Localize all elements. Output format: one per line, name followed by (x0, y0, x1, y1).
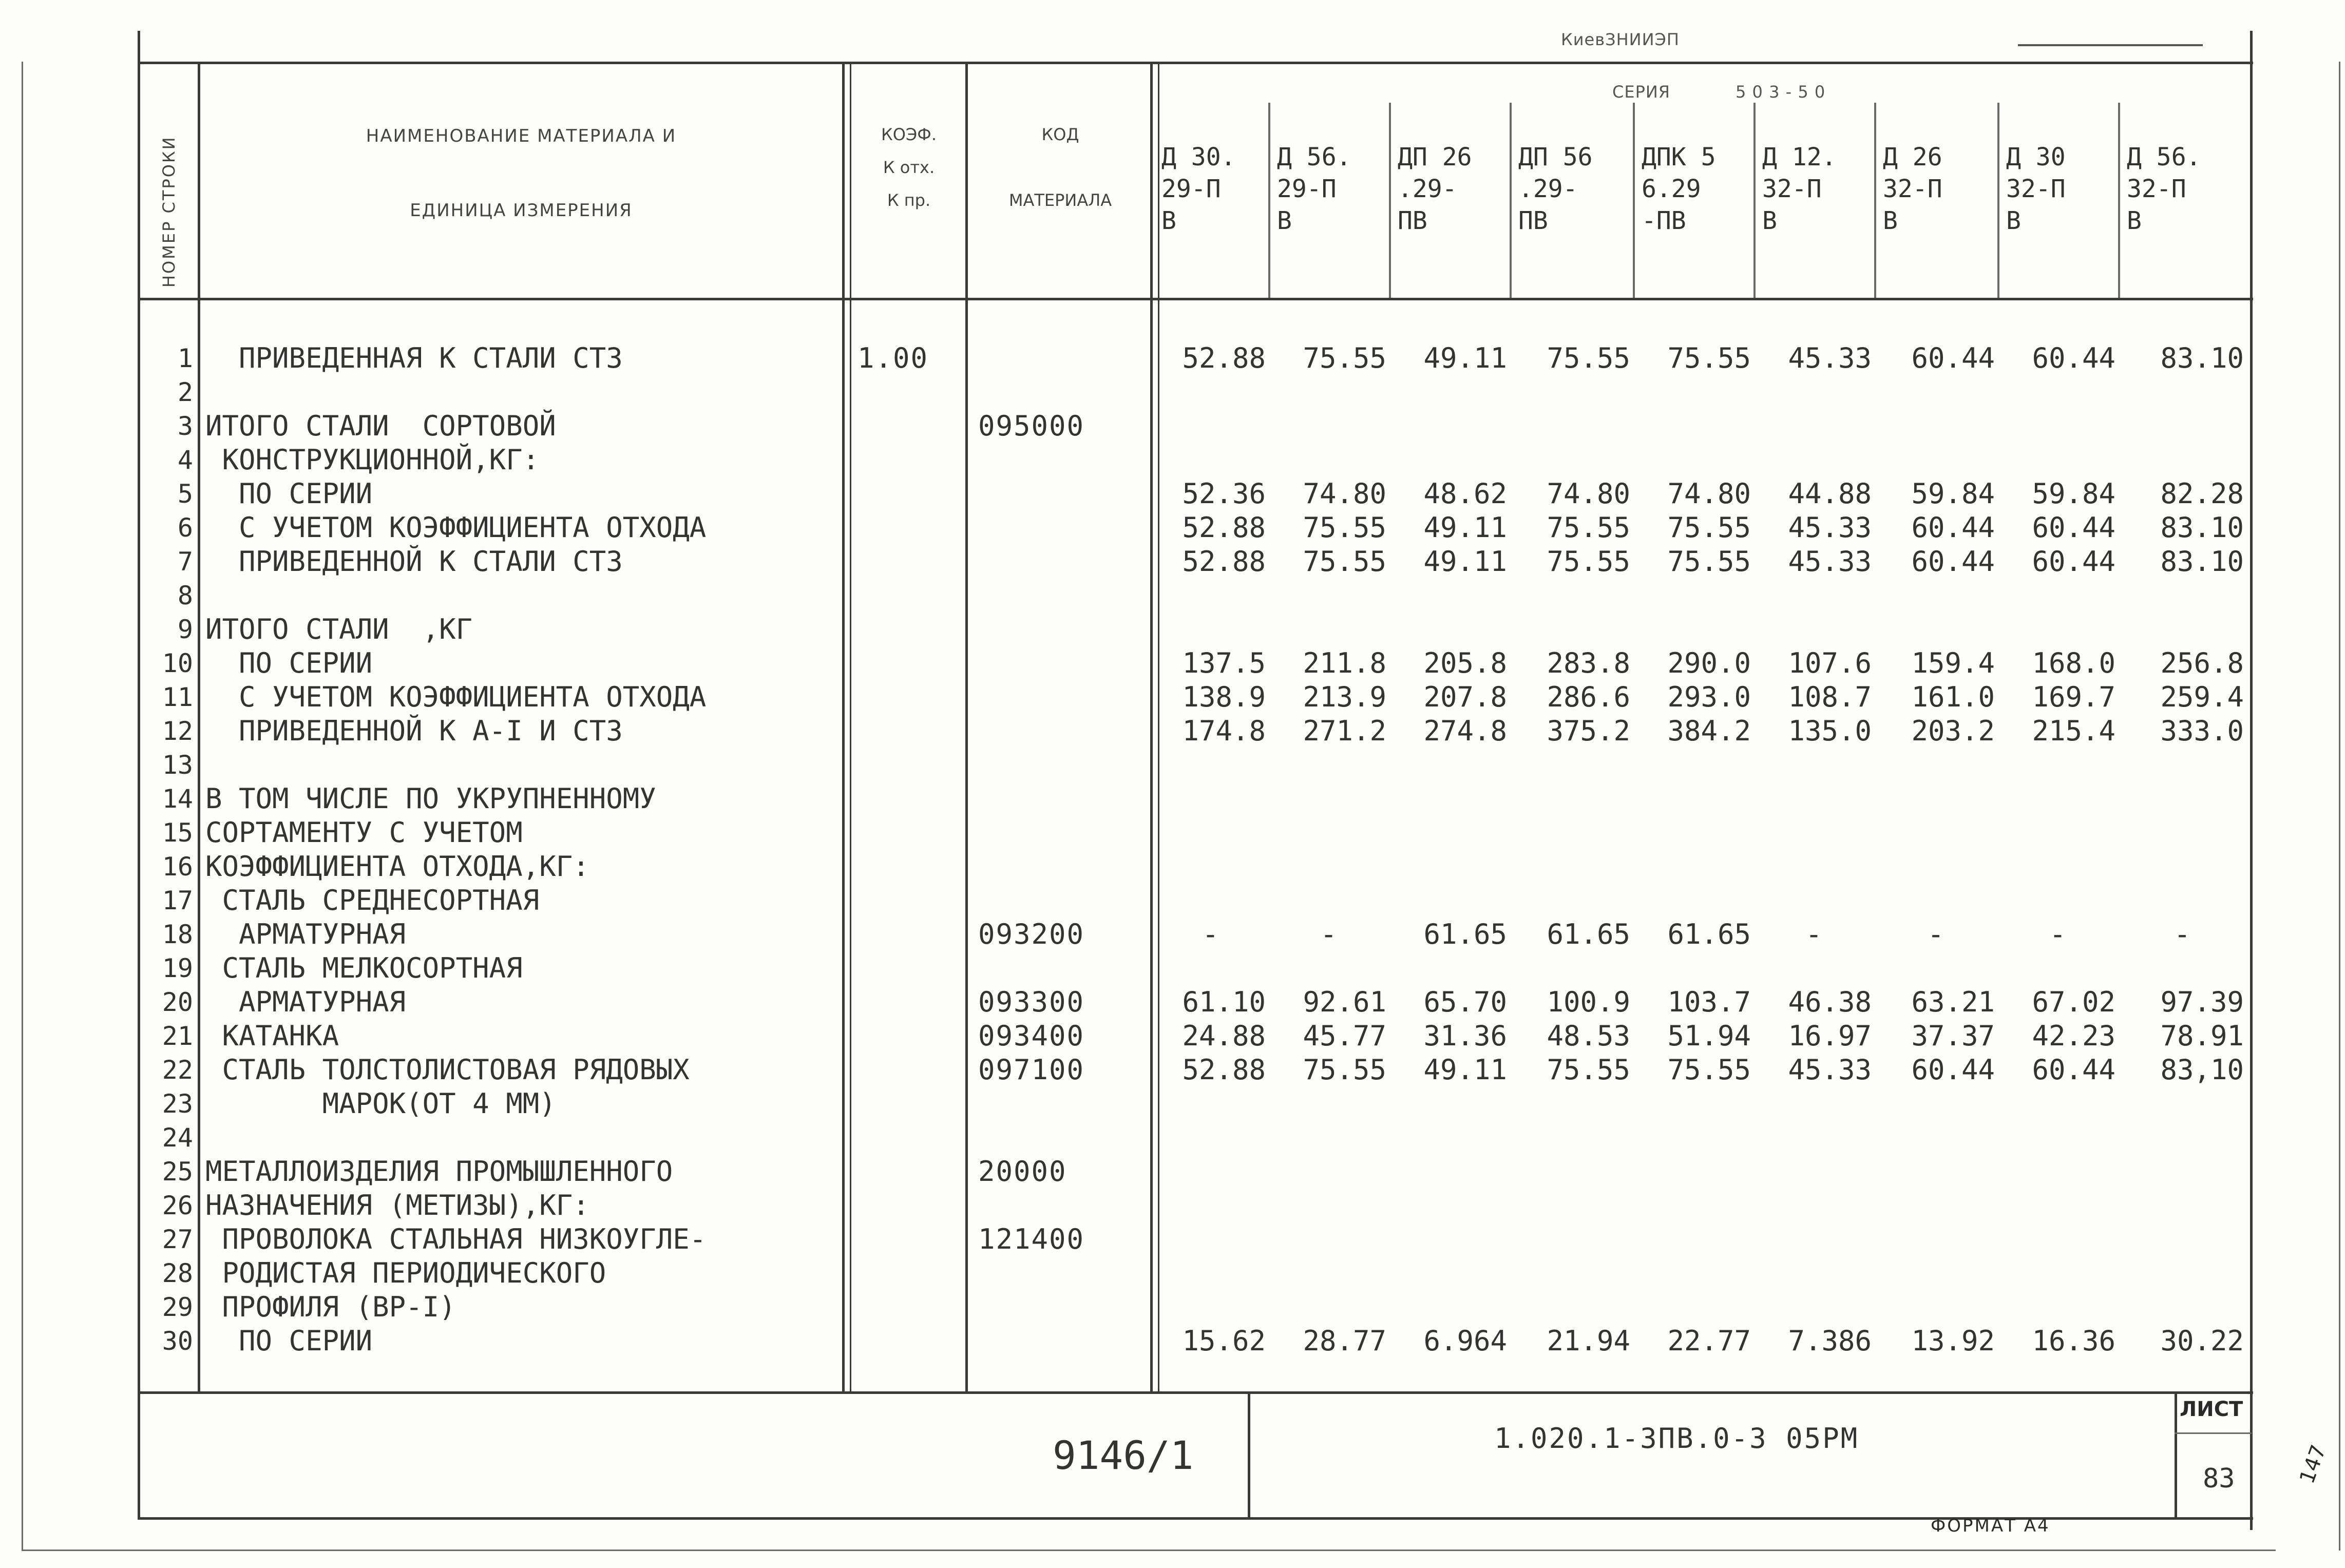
product-column-header: Д 56. 29-П В (1277, 143, 1351, 235)
table-cell-value: 75.55 (1667, 511, 1751, 544)
table-cell-value: 274.8 (1423, 715, 1507, 747)
table-cell-value: 42.23 (2032, 1020, 2115, 1052)
table-cell-value: 75.55 (1303, 1054, 1386, 1086)
table-cell-value: 49.11 (1423, 511, 1507, 544)
row-number: 8 (177, 581, 193, 610)
table-cell-value: 52.88 (1182, 342, 1266, 374)
row-number: 13 (162, 750, 193, 780)
table-cell-value: 63.21 (1911, 986, 1995, 1018)
data-col-divider (1753, 103, 1756, 298)
side-mark: 147 (2295, 1442, 2331, 1487)
code-header-line1: КОД (1041, 125, 1079, 144)
table-cell-value: 213.9 (1303, 681, 1386, 713)
material-name: СТАЛЬ МЕЛКОСОРТНАЯ (205, 952, 523, 984)
table-bottom-rule (138, 1391, 2253, 1394)
frame-left (138, 31, 140, 1520)
table-cell-value: 51.94 (1667, 1020, 1751, 1052)
data-col-divider (1874, 103, 1876, 298)
table-cell-value: 44.88 (1788, 477, 1872, 510)
table-cell-value: - (1927, 918, 1944, 950)
row-number: 1 (177, 343, 193, 373)
row-number: 28 (162, 1258, 193, 1288)
table-cell-value: 74.80 (1303, 477, 1386, 510)
row-number: 16 (162, 852, 193, 882)
table-cell-value: 215.4 (2032, 715, 2115, 747)
material-name: ИТОГО СТАЛИ СОРТОВОЙ (205, 410, 556, 442)
table-cell-value: 60.44 (1911, 545, 1995, 578)
col-divider-name (842, 62, 845, 1392)
material-name: РОДИСТАЯ ПЕРИОДИЧЕСКОГО (205, 1257, 606, 1289)
table-cell-value: 48.62 (1423, 477, 1507, 510)
table-cell-value: 137.5 (1182, 647, 1266, 679)
row-number: 30 (162, 1326, 193, 1356)
table-cell-value: 61.10 (1182, 986, 1266, 1018)
table-cell-value: 75.55 (1303, 545, 1386, 578)
col-divider-name-b (850, 62, 851, 1392)
document-code: 1.020.1-3ПВ.0-3 05РМ (1494, 1422, 1859, 1455)
table-cell-value: 6.964 (1423, 1325, 1507, 1357)
table-cell-value: 83,10 (2160, 1054, 2244, 1086)
frame-right (2250, 31, 2253, 1530)
table-cell-value: 60.44 (1911, 1054, 1995, 1086)
table-cell-value: 161.0 (1911, 681, 1995, 713)
table-cell-value: 290.0 (1667, 647, 1751, 679)
col-divider-code (1150, 62, 1153, 1392)
coef-header-line1: КОЭФ. (881, 125, 937, 144)
table-cell-value: 97.39 (2160, 986, 2244, 1018)
material-code: 097100 (978, 1054, 1085, 1086)
table-cell-value: 52.88 (1182, 545, 1266, 578)
table-cell-value: 49.11 (1423, 545, 1507, 578)
material-name: ПРИВЕДЕННОЙ К СТАЛИ СТ3 (205, 545, 623, 578)
table-cell-value: 75.55 (1667, 545, 1751, 578)
table-cell-value: 24.88 (1182, 1020, 1266, 1052)
table-cell-value: 333.0 (2160, 715, 2244, 747)
data-col-divider (1389, 103, 1391, 298)
material-name: ПО СЕРИИ (205, 477, 373, 510)
material-name: СТАЛЬ ТОЛСТОЛИСТОВАЯ РЯДОВЫХ (205, 1054, 690, 1086)
material-name: КОЭФФИЦИЕНТА ОТХОДА,КГ: (205, 850, 589, 883)
material-name: НАЗНАЧЕНИЯ (МЕТИЗЫ),КГ: (205, 1189, 589, 1221)
row-number: 19 (162, 953, 193, 983)
material-name: ПРИВЕДЕННОЙ К А-I И СТ3 (205, 715, 623, 747)
table-cell-value: 75.55 (1547, 545, 1630, 578)
row-number: 10 (162, 648, 193, 678)
product-column-header: Д 30 32-П В (2006, 143, 2066, 235)
data-col-divider (2118, 103, 2120, 298)
table-cell-value: 74.80 (1547, 477, 1630, 510)
material-name: В ТОМ ЧИСЛЕ ПО УКРУПНЕННОМУ (205, 782, 656, 815)
table-cell-value: 49.11 (1423, 1054, 1507, 1086)
table-cell-value: 286.6 (1547, 681, 1630, 713)
product-column-header: Д 12. 32-П В (1762, 143, 1837, 235)
row-number: 9 (177, 615, 193, 644)
material-name: СОРТАМЕНТУ С УЧЕТОМ (205, 816, 523, 849)
material-name: АРМАТУРНАЯ (205, 986, 406, 1018)
material-name: ПРИВЕДЕННАЯ К СТАЛИ СТ3 (205, 342, 623, 374)
header-bottom-rule (138, 298, 2253, 300)
table-cell-value: 13.92 (1911, 1325, 1995, 1357)
table-cell-value: 169.7 (2032, 681, 2115, 713)
data-col-divider (1268, 103, 1270, 298)
frame-top (138, 62, 2253, 64)
material-name: КАТАНКА (205, 1020, 339, 1052)
series-number: 5 0 3 - 5 0 (1736, 82, 1826, 102)
table-cell-value: - (1202, 918, 1219, 950)
material-name-header-line2: ЕДИНИЦА ИЗМЕРЕНИЯ (410, 200, 633, 221)
table-cell-value: 259.4 (2160, 681, 2244, 713)
top-signature-mark (2018, 37, 2203, 46)
code-header (970, 118, 1150, 217)
material-name: ПРОФИЛЯ (ВР-I) (205, 1291, 456, 1323)
material-name: СТАЛЬ СРЕДНЕСОРТНАЯ (205, 884, 540, 916)
table-cell-value: 22.77 (1667, 1325, 1751, 1357)
table-cell-value: 75.55 (1547, 1054, 1630, 1086)
row-number: 12 (162, 716, 193, 746)
data-col-divider (1997, 103, 1999, 298)
table-cell-value: 135.0 (1788, 715, 1872, 747)
table-cell-value: 31.36 (1423, 1020, 1507, 1052)
table-cell-value: 60.44 (2032, 1054, 2115, 1086)
table-cell-value: 65.70 (1423, 986, 1507, 1018)
table-cell-value: 45.33 (1788, 342, 1872, 374)
row-number: 20 (162, 987, 193, 1017)
table-cell-value: 207.8 (1423, 681, 1507, 713)
table-cell-value: 75.55 (1547, 342, 1630, 374)
table-cell-value: 45.33 (1788, 1054, 1872, 1086)
row-number: 26 (162, 1191, 193, 1220)
row-number: 6 (177, 513, 193, 543)
table-cell-value: 108.7 (1788, 681, 1872, 713)
table-cell-value: 78.91 (2160, 1020, 2244, 1052)
material-name: С УЧЕТОМ КОЭФФИЦИЕНТА ОТХОДА (205, 511, 707, 544)
row-number: 22 (162, 1055, 193, 1085)
table-cell-value: - (2174, 918, 2191, 950)
table-cell-value: 46.38 (1788, 986, 1872, 1018)
table-cell-value: 60.44 (2032, 511, 2115, 544)
row-number: 14 (162, 784, 193, 814)
table-cell-value: 67.02 (2032, 986, 2115, 1018)
table-cell-value: 45.33 (1788, 511, 1872, 544)
row-number: 24 (162, 1123, 193, 1153)
table-cell-value: 60.44 (1911, 342, 1995, 374)
table-cell-value: 61.65 (1667, 918, 1751, 950)
table-cell-value: 138.9 (1182, 681, 1266, 713)
row-number: 2 (177, 377, 193, 407)
table-cell-value: 30.22 (2160, 1325, 2244, 1357)
material-code: 093200 (978, 918, 1085, 950)
table-cell-value: 60.44 (2032, 342, 2115, 374)
material-name-header-line1: НАИМЕНОВАНИЕ МАТЕРИАЛА И (366, 126, 677, 146)
archive-number: 9146/1 (1053, 1432, 1194, 1478)
material-name: ПО СЕРИИ (205, 1325, 373, 1357)
table-cell-value: - (1805, 918, 1822, 950)
row-number: 4 (177, 445, 193, 475)
row-number: 21 (162, 1021, 193, 1051)
table-cell-value: 52.36 (1182, 477, 1266, 510)
row-number: 27 (162, 1225, 193, 1254)
material-name: МЕТАЛЛОИЗДЕЛИЯ ПРОМЫШЛЕННОГО (205, 1155, 673, 1188)
table-cell-value: 75.55 (1667, 1054, 1751, 1086)
table-cell-value: 37.37 (1911, 1020, 1995, 1052)
table-cell-value: 92.61 (1303, 986, 1386, 1018)
table-cell-value: 21.94 (1547, 1325, 1630, 1357)
product-column-header: ДП 56 .29- ПВ (1518, 143, 1593, 235)
table-cell-value: 16.97 (1788, 1020, 1872, 1052)
row-number: 17 (162, 886, 193, 915)
table-cell-value: 61.65 (1547, 918, 1630, 950)
material-name: ПРОВОЛОКА СТАЛЬНАЯ НИЗКОУГЛЕ- (205, 1223, 707, 1255)
table-cell-value: 59.84 (2032, 477, 2115, 510)
sheet-label: ЛИСТ (2180, 1398, 2243, 1421)
code-header-line2: МАТЕРИАЛА (1008, 190, 1112, 210)
row-number: 18 (162, 920, 193, 949)
table-cell-value: 168.0 (2032, 647, 2115, 679)
footer-sheet-rule (2175, 1432, 2252, 1434)
table-cell-value: - (2049, 918, 2066, 950)
table-cell-value: 271.2 (1303, 715, 1386, 747)
material-code: 20000 (978, 1155, 1067, 1188)
table-cell-value: 61.65 (1423, 918, 1507, 950)
product-column-header: ДПК 5 6.29 -ПВ (1642, 143, 1716, 235)
material-code: 093300 (978, 986, 1085, 1018)
table-cell-value: 60.44 (2032, 545, 2115, 578)
table-cell-value: 100.9 (1547, 986, 1630, 1018)
material-name: ПО СЕРИИ (205, 647, 373, 679)
material-name: АРМАТУРНАЯ (205, 918, 406, 950)
table-cell-value: 7.386 (1788, 1325, 1872, 1357)
row-number: 5 (177, 479, 193, 509)
product-column-header: ДП 26 .29- ПВ (1398, 143, 1472, 235)
table-cell-value: 60.44 (1911, 511, 1995, 544)
material-name: КОНСТРУКЦИОННОЙ,КГ: (205, 444, 540, 476)
coefficient: 1.00 (857, 342, 929, 374)
table-cell-value: 107.6 (1788, 647, 1872, 679)
footer-sheet-divider (2175, 1391, 2177, 1517)
table-cell-value: 205.8 (1423, 647, 1507, 679)
stamp-text: КиевЗНИИЭП (1561, 30, 1680, 49)
product-column-header: Д 26 32-П В (1883, 143, 1942, 235)
data-col-divider (1633, 103, 1635, 298)
material-name: ИТОГО СТАЛИ ,КГ (205, 613, 473, 645)
col-divider-coef (965, 62, 968, 1392)
format-label: ФОРМАТ А4 (1931, 1516, 2050, 1536)
table-cell-value: 283.8 (1547, 647, 1630, 679)
row-number: 3 (177, 411, 193, 441)
table-cell-value: 75.55 (1303, 342, 1386, 374)
coef-header-line2: К отх. (883, 158, 935, 177)
material-code: 095000 (978, 410, 1085, 442)
table-cell-value: 174.8 (1182, 715, 1266, 747)
row-number: 25 (162, 1157, 193, 1187)
row-number: 23 (162, 1089, 193, 1119)
table-cell-value: 16.36 (2032, 1325, 2115, 1357)
footer-divider (1248, 1391, 1250, 1517)
table-cell-value: 45.33 (1788, 545, 1872, 578)
table-cell-value: 82.28 (2160, 477, 2244, 510)
material-code: 121400 (978, 1223, 1085, 1255)
table-cell-value: 75.55 (1547, 511, 1630, 544)
series-label: СЕРИЯ (1612, 82, 1671, 102)
material-name: С УЧЕТОМ КОЭФФИЦИЕНТА ОТХОДА (205, 681, 707, 713)
page-right-edge (2339, 62, 2340, 1551)
table-cell-value: 83.10 (2160, 342, 2244, 374)
page-left-edge (22, 62, 23, 1551)
table-cell-value: 83.10 (2160, 511, 2244, 544)
table-cell-value: 75.55 (1303, 511, 1386, 544)
product-column-header: Д 30. 29-П В (1161, 143, 1236, 235)
page-bottom-edge (22, 1550, 2276, 1551)
coef-header (852, 118, 965, 217)
table-cell-value: 159.4 (1911, 647, 1995, 679)
table-cell-value: 203.2 (1911, 715, 1995, 747)
table-cell-value: 49.11 (1423, 342, 1507, 374)
coef-header-line3: К пр. (887, 190, 931, 210)
product-column-header: Д 56. 32-П В (2127, 143, 2201, 235)
table-cell-value: 48.53 (1547, 1020, 1630, 1052)
table-cell-value: - (1320, 918, 1337, 950)
table-cell-value: 103.7 (1667, 986, 1751, 1018)
col-divider-rownum (198, 62, 200, 1392)
table-cell-value: 83.10 (2160, 545, 2244, 578)
sheet-number: 83 (2203, 1463, 2235, 1494)
data-col-divider (1510, 103, 1512, 298)
table-cell-value: 211.8 (1303, 647, 1386, 679)
table-cell-value: 52.88 (1182, 511, 1266, 544)
table-cell-value: 256.8 (2160, 647, 2244, 679)
row-number-label: НОМЕР СТРОКИ (159, 136, 179, 288)
table-cell-value: 52.88 (1182, 1054, 1266, 1086)
row-number: 15 (162, 818, 193, 848)
table-cell-value: 59.84 (1911, 477, 1995, 510)
row-number: 29 (162, 1292, 193, 1322)
table-cell-value: 75.55 (1667, 342, 1751, 374)
table-cell-value: 74.80 (1667, 477, 1751, 510)
table-cell-value: 45.77 (1303, 1020, 1386, 1052)
material-name: МАРОК(ОТ 4 ММ) (205, 1087, 556, 1120)
table-cell-value: 15.62 (1182, 1325, 1266, 1357)
table-cell-value: 28.77 (1303, 1325, 1386, 1357)
table-cell-value: 375.2 (1547, 715, 1630, 747)
material-code: 093400 (978, 1020, 1085, 1052)
table-cell-value: 384.2 (1667, 715, 1751, 747)
table-cell-value: 293.0 (1667, 681, 1751, 713)
row-number: 11 (162, 682, 193, 712)
row-number: 7 (177, 547, 193, 577)
